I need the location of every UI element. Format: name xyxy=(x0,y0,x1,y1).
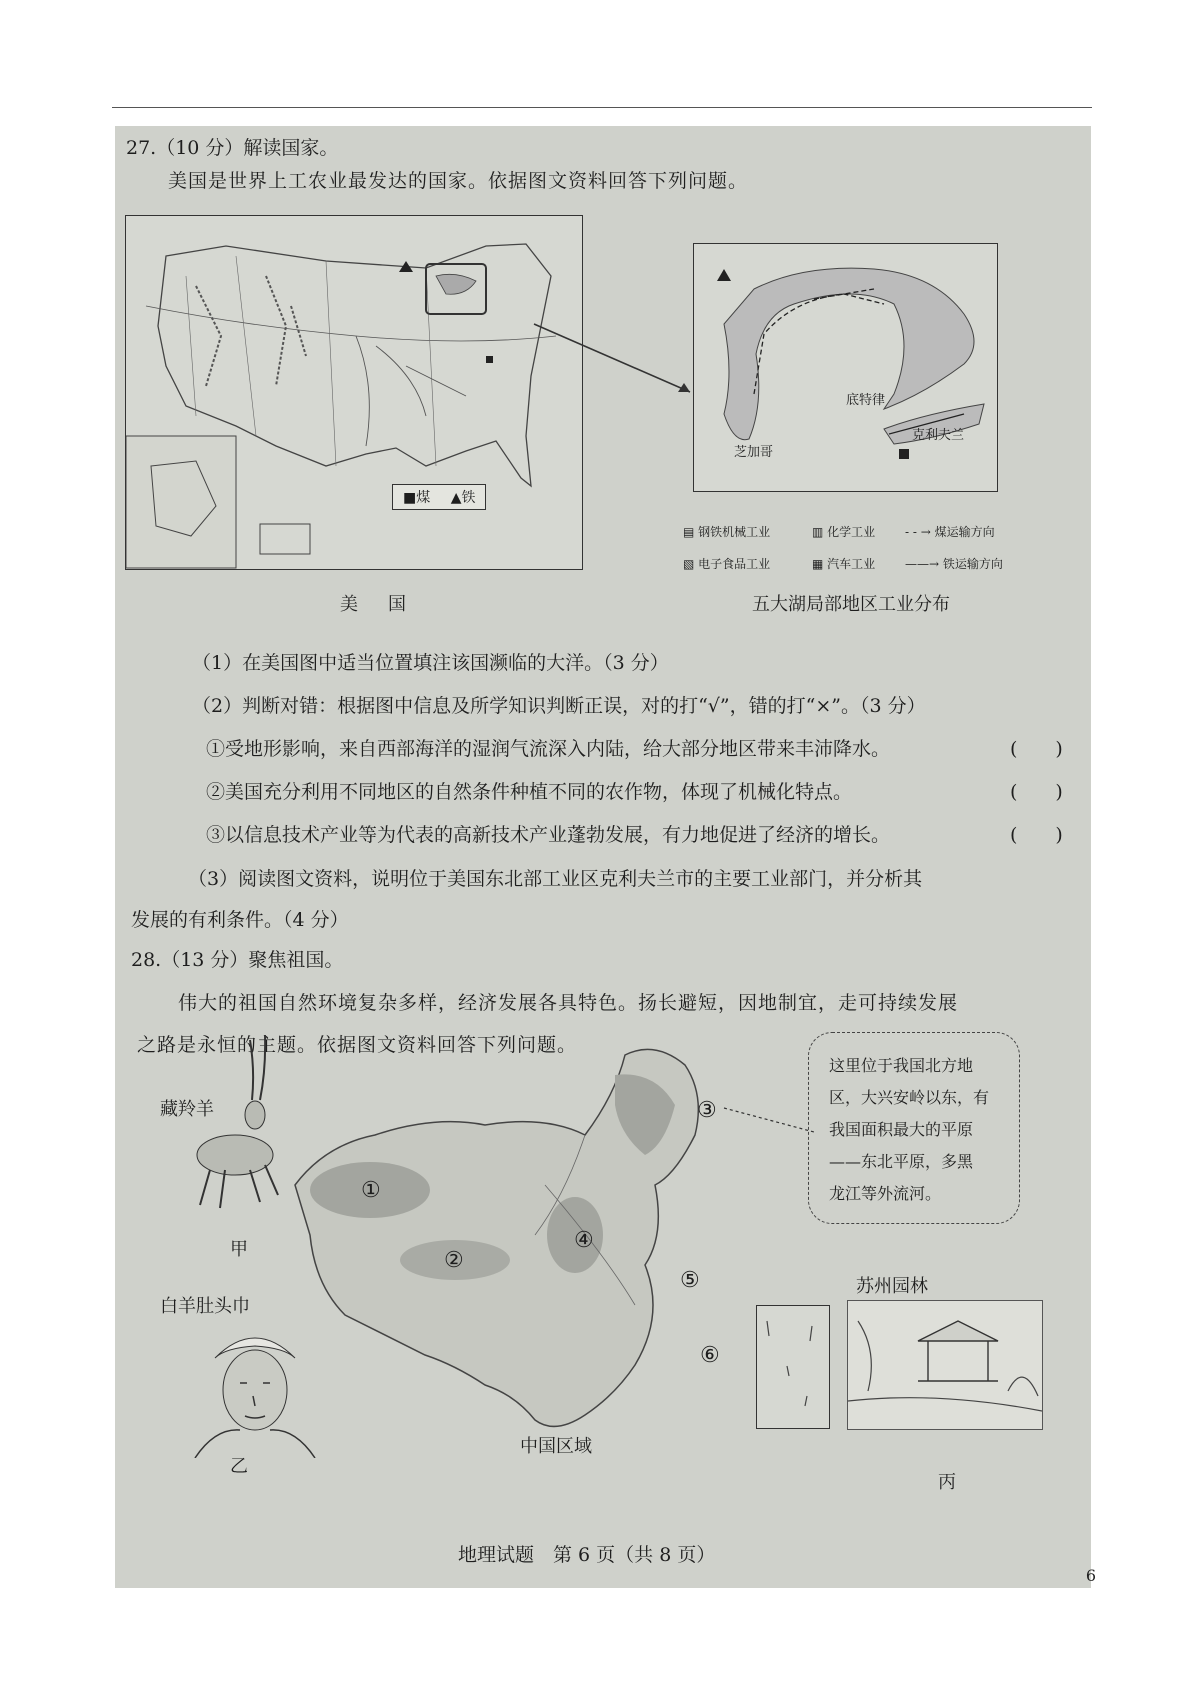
legend-auto: ▦ 汽车工业 xyxy=(812,557,876,571)
bubble-line-3: 我国面积最大的平原 xyxy=(829,1120,974,1139)
legend-chemical: ▥ 化学工业 xyxy=(812,525,876,539)
inset-islands xyxy=(757,1306,829,1428)
usa-map-drawing xyxy=(126,216,582,569)
legend-electronics-label: 电子食品工业 xyxy=(698,557,771,571)
legend-coal-route: - - → 煤运输方向 xyxy=(905,525,995,539)
lakes-map-caption: 五大湖局部地区工业分布 xyxy=(752,594,950,615)
suzhou-garden-illustration xyxy=(847,1300,1043,1430)
answer-blank-1[interactable]: ( ) xyxy=(1010,738,1063,760)
answer-blank-2[interactable]: ( ) xyxy=(1010,781,1063,803)
antelope-label: 藏羚羊 xyxy=(160,1099,214,1120)
bubble-line-5: 龙江等外流河。 xyxy=(829,1184,942,1203)
region-3: ③ xyxy=(697,1098,717,1123)
usa-map-caption: 美 国 xyxy=(340,594,412,615)
q28-intro-line2: 之路是永恒的主题。依据图文资料回答下列问题。 xyxy=(137,1034,578,1056)
usa-map-legend xyxy=(392,484,486,510)
suzhou-label: 苏州园林 xyxy=(856,1276,928,1297)
label-yi: 乙 xyxy=(230,1456,248,1477)
legend-chemical-label: 化学工业 xyxy=(827,525,876,539)
statement-1: ①受地形影响，来自西部海洋的湿润气流深入内陆，给大部分地区带来丰沛降水。 xyxy=(206,738,891,760)
coal-legend: ■煤 xyxy=(403,490,431,506)
statement-3: ③以信息技术产业等为代表的高新技术产业蓬勃发展，有力地促进了经济的增长。 xyxy=(206,824,891,846)
region-2: ② xyxy=(444,1248,464,1273)
bubble-line-4: ——东北平原，多黑 xyxy=(829,1152,974,1171)
q27-sub3-line2: 发展的有利条件。（4 分） xyxy=(131,909,349,931)
region-6: ⑥ xyxy=(700,1343,720,1368)
garden-sketch xyxy=(848,1301,1042,1429)
usa-map xyxy=(125,215,583,570)
legend-iron-route-label: 铁运输方向 xyxy=(942,557,1003,571)
q27-sub2: （2）判断对错：根据图中信息及所学知识判断正误，对的打“√”，错的打“×”。（3 分） xyxy=(192,695,926,717)
china-map-caption: 中国区域 xyxy=(520,1436,592,1457)
label-bing: 丙 xyxy=(938,1472,956,1493)
iron-legend: ▲铁 xyxy=(450,490,476,506)
statement-2: ②美国充分利用不同地区的自然条件种植不同的农作物，体现了机械化特点。 xyxy=(206,781,853,803)
antelope-illustration xyxy=(180,1030,300,1210)
detroit-label: 底特律 xyxy=(846,393,886,408)
bubble-line-2: 区，大兴安岭以东，有 xyxy=(829,1088,990,1107)
northeast-plain-bubble xyxy=(808,1032,1020,1224)
great-lakes-map xyxy=(693,243,998,492)
q27-title: 27.（10 分）解读国家。 xyxy=(126,137,339,159)
region-5: ⑤ xyxy=(680,1268,700,1293)
legend-steel: ▤ 钢铁机械工业 xyxy=(683,525,771,539)
legend-iron-route: ——→ 铁运输方向 xyxy=(905,557,1003,571)
legend-auto-label: 汽车工业 xyxy=(827,557,876,571)
region-4: ④ xyxy=(574,1228,594,1253)
legend-electronics: ▧ 电子食品工业 xyxy=(683,557,771,571)
bubble-line-1: 这里位于我国北方地 xyxy=(829,1056,974,1075)
zoom-arrow xyxy=(530,320,700,400)
page-footer: 地理试题 第 6 页（共 8 页） xyxy=(458,1544,716,1566)
towel-label: 白羊肚头巾 xyxy=(160,1296,250,1317)
cleveland-label: 克利夫兰 xyxy=(912,428,965,443)
legend-coal-route-label: 煤运输方向 xyxy=(934,525,995,539)
bubble-connector xyxy=(722,1100,822,1140)
top-rule xyxy=(112,107,1092,108)
q27-sub1: （1）在美国图中适当位置填注该国濒临的大洋。（3 分） xyxy=(192,652,669,674)
legend-steel-label: 钢铁机械工业 xyxy=(698,525,771,539)
answer-blank-3[interactable]: ( ) xyxy=(1010,824,1063,846)
page-number: 6 xyxy=(1085,1566,1096,1585)
chicago-label: 芝加哥 xyxy=(734,445,774,460)
q28-title: 28.（13 分）聚焦祖国。 xyxy=(131,949,344,971)
q27-intro: 美国是世界上工农业最发达的国家。依据图文资料回答下列问题。 xyxy=(168,170,749,192)
q28-intro-line1: 伟大的祖国自然环境复杂多样，经济发展各具特色。扬长避短，因地制宜，走可持续发展 xyxy=(178,992,959,1014)
q27-sub3-line1: （3）阅读图文资料，说明位于美国东北部工业区克利夫兰市的主要工业部门，并分析其 xyxy=(188,868,923,890)
label-jia: 甲 xyxy=(230,1239,248,1260)
south-china-sea-inset xyxy=(756,1305,830,1429)
region-1: ① xyxy=(361,1178,381,1203)
